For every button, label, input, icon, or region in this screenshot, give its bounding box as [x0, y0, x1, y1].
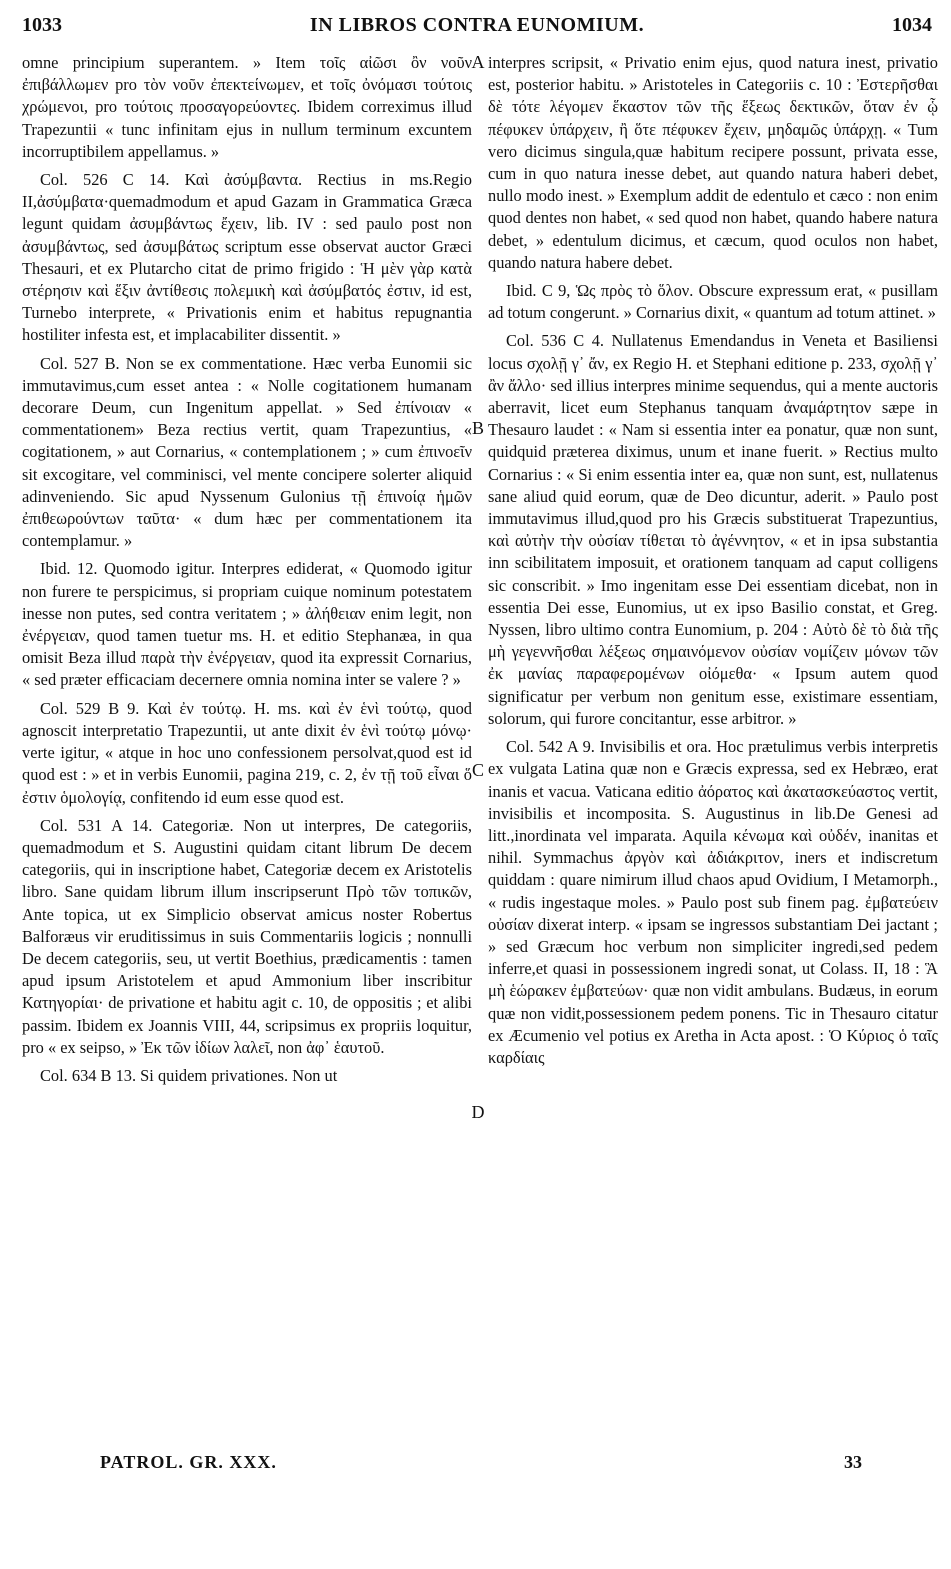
- paragraph: Col. 526 C 14. Καὶ ἀσύμβαντα. Rectius in ms.Regio II,ἀσύμβατα·quemadmodum et apud Gazam in Grammatica Græca legunt quidam ἀσυμβάντως ἔχειν, lib. IV : sed paulo post non ἀσυμβάντως, sed ἀσυμβάτως scriptum esse observat auctor Græci Thesauri, et ex Plutarcho citat de primo frigido : Ἡ μὲν γὰρ κατὰ στέρησιν καὶ ἕξιν ἀντίθεσις πολεμικὴ καὶ ἀσύμβατός ἐστιν, id est, Turnebo interprete, « Privationis enim et habitus repugnantia hostiliter infesta est, et implacabiliter dissentit. »: [22, 170, 472, 345]
- running-header: [22, 14, 932, 44]
- page-number-left: 1033: [22, 14, 62, 36]
- signature-number: 33: [844, 1452, 862, 1472]
- paragraph: Col. 542 A 9. Invisibilis et ora. Hoc prætulimus verbis interpretis ex vulgata Latina quæ non e Græcis expressa, sed ex Hebræo, erat inanis et vacua. Vaticana editio ἀόρατος καὶ ἀκατασκεύαστος vertit, invisibilis et incomposita. S. Augustinus in lib.De Genesi ad litt.,inordinata vel imparata. Aquila κένωμα καὶ οὐδέν, inanitas et nihil. Symmachus ἀργὸν καὶ ἀδιάκριτον, iners et indiscretum quiddam : quare nimirum illud chaos apud Ovidium, I Metamorph., « rudis ingestaque moles. » Paulo post sub finem pag. ἐμβατεύειν οὐσίαν dixerat interp. « ipsam se ingressos substantiam Dei jactant ; » sed Græcum hoc verbum non simpliciter ingredi,sed pedem inferre,et quasi in possessionem ingredi sonat, ut Colass. II, 18 : Ἃ μὴ ἑώρακεν ἐμβατεύων· quæ non vidit ambulans. Budæus, in eorum quæ non vidit,possessionem pedem ponens. Tic in Thesauro citatur ex Æcumenio vel potius ex Aretha in Acta apost. : Ὁ Κύριος ὁ ταῖς καρδίαις: [488, 737, 938, 1067]
- paragraph: Col. 527 B. Non se ex commentatione. Hæc verba Eunomii sic immutavimus,cum esset antea : « Nolle cogitationem humanam decorare Deum, cun Ingenitum appellat. » Sed ἐπίνοιαν « commentationem» Beza rectius vertit, quam Trapezuntius, « cogitationem, » aut Cornarius, « contemplationem ; » cum ἐπινοεῖν sit excogitare, vel comminisci, vel mente concipere solerter aliquid adinveniendo. Sic apud Nyssenum Gulonius τῇ ἐπινοίᾳ ἡμῶν ἐπιθεωρούντων ταῦτα· « dum hæc per commentationem ita contemplamur. »: [22, 353, 472, 551]
- paragraph: Ibid. C 9, Ὡς πρὸς τὸ ὅλον. Obscure expressum erat, « pusillam ad totum congerunt. » Cornarius dixit, « quantum ad totum attinet. »: [488, 281, 938, 323]
- page-number-right: 1034: [892, 14, 932, 36]
- page-footer: [22, 1452, 932, 1480]
- page-title: IN LIBROS CONTRA EUNOMIUM.: [309, 14, 645, 36]
- paragraph: Col. 536 C 4. Nullatenus Emendandus in Veneta et Basiliensi locus σχολῇ γ᾽ ἄν, ex Regio H. et Stephani editione p. 233, σχολῇ γ᾽ ἂν ἄλλο· sed illius interpres minime sequendus, qui a mente auctoris aberravit, licet eum Stephanus tanquam ἀναμάρτητον sæpe in Thesauro laudet : « Nam si essentia inter ea ponatur, quæ non sunt, quidquid præterea diximus, unum et inane fuerit. » Rectius multo Cornarius : « Si enim essentia inter ea, quæ non sunt, est, nullatenus sane aliud quid eorum, quæ de Deo dicuntur, aderit. » Paulo post immutavimus illud,quod pro his Græcis substituerat Trapezuntius, καὶ αὐτὴν τὴν οὐσίαν τίθεται τὸ ἀγέννητον, « et in ipsa substantia inn scibilitatem imposuit, et orationem tanquam ad caput colligens sic conscribit. » Imo ingenitam esse Dei essentiam dicebat, non in essentia Dei esse, Eunomius, ut ex ipso Basilio constat, et Greg. Nyssen, libro ultimo contra Eunomium, p. 204 : Αὐτὸ δὲ τὸ διὰ τῆς μὴ γεγεννῆσθαι λέξεως σημαινόμενον οὐσίαν νομίζειν μόνων τῶν ἐκ μανίας παραφερομένων οἰόμεθα· « Ipsum autem quod significatur per verbum non genitum esse, existimare essentiam, solorum, qui furore concitantur, esse arbitror. »: [488, 331, 938, 728]
- paragraph: interpres scripsit, « Privatio enim ejus, quod natura inest, privatio est, posterior habitu. » Aristoteles in Categoriis c. 10 : Ἐστερῆσθαι δὲ τότε λέγομεν ἕκαστον τῶν τῆς ἕξεως δεκτικῶν, ὅταν ἐν ᾧ πέφυκεν ὑπάρχειν, ἢ ὅτε πέφυκεν ἔχειν, μηδαμῶς ὑπάρχῃ. « Tum vero dicimus singula,quæ habitum recipere possunt, privata esse, cum in quo natura inesse debet, aut quando natura haberi debet, nullo modo inest. » Exemplum addit de edentulo et cæco : non enim quod dentes non habet, « sed quod non habet, quando habere natura debet, » edentulum dicimus, et cæcum, quod oculos non habet, quando natura habere debet.: [488, 53, 938, 272]
- paragraph: Col. 529 B 9. Καὶ ἐν τούτῳ. H. ms. καὶ ἐν ἑνὶ τούτῳ, quod agnoscit interpretatio Trapezuntii, ut ante dixit ἐν ἑνὶ τούτῳ μόνῳ· verte igitur, « atque in hoc uno confessionem persolvat,quod est id quod est : » et in verbis Eunomii, pagina 219, c. 2, ἐν τῇ τοῦ εἶναι ὅ ἐστιν ὁμολογίᾳ, confitendo id eum esse quod est.: [22, 698, 472, 807]
- paragraph: Col. 634 B 13. Si quidem privationes. Non ut: [40, 1065, 338, 1085]
- left-column: [22, 52, 472, 1452]
- paragraph: omne principium superantem. » Item τοῖς αἰῶσι ὂν νοῦν ἐπιβάλλωμεν pro τὸν νοῦν ἐπεκτείνωμεν, et τοῖς ὀνόμασι τούτοις χρώμενοι, pro τούτοις προσαγορεύοντες. Ibidem correximus illud Trapezuntii « tunc infinitam ejus in nullum terminum excuntem incorruptibilem appellamus. »: [22, 53, 472, 161]
- margin-letter-b: B: [471, 418, 484, 438]
- series-label: PATROL. GR. XXX.: [100, 1452, 277, 1472]
- margin-letter-a: A: [471, 52, 485, 72]
- margin-letter-c: C: [471, 760, 484, 780]
- margin-letter-d: D: [471, 1102, 485, 1122]
- right-column: [488, 52, 938, 1452]
- paragraph: Ibid. 12. Quomodo igitur. Interpres ediderat, « Quomodo igitur non furere te perspicimus, si propriam cuique nominum potestatem inesse non putes, sed contra veritatem ; » ἀλήθειαν enim legit, non ἐνέργειαν, quod tamen tuetur ms. H. et editio Stephanæa, in qua omisit Beza illud παρὰ τὴν ἐνέργειαν, quod ita expressit Cornarius, « sed præter efficaciam decernere omnia nomina inter se valere ? »: [22, 559, 472, 690]
- paragraph: Col. 531 A 14. Categoriæ. Non ut interpres, De categoriis, quemadmodum et S. Augustini quidam citant librum De decem categoriis, qui in inscriptione habet, Categoriæ decem ex Aristotelis libro. Sane quidam librum illum inscripserunt Πρὸ τῶν τοπικῶν, Ante topica, ut ex Simplicio observat amicus noster Robertus Balforæus vir eruditissimus in suis Commentariis logicis ; nonnulli De decem categoriis, seu, ut vertit Boethius, prædicamentis : tamen apud ipsum Aristotelem et apud Ammonium liber inscribitur Κατηγορίαι· de privatione et habitu agit c. 10, de oppositis ; et alibi passim. Ibidem ex Joannis VIII, 44, scripsimus ex propriis loquitur, pro « ex seipso, » Ἐκ τῶν ἰδίων λαλεῖ, non ἀφ᾽ ἑαυτοῦ.: [22, 815, 472, 1057]
